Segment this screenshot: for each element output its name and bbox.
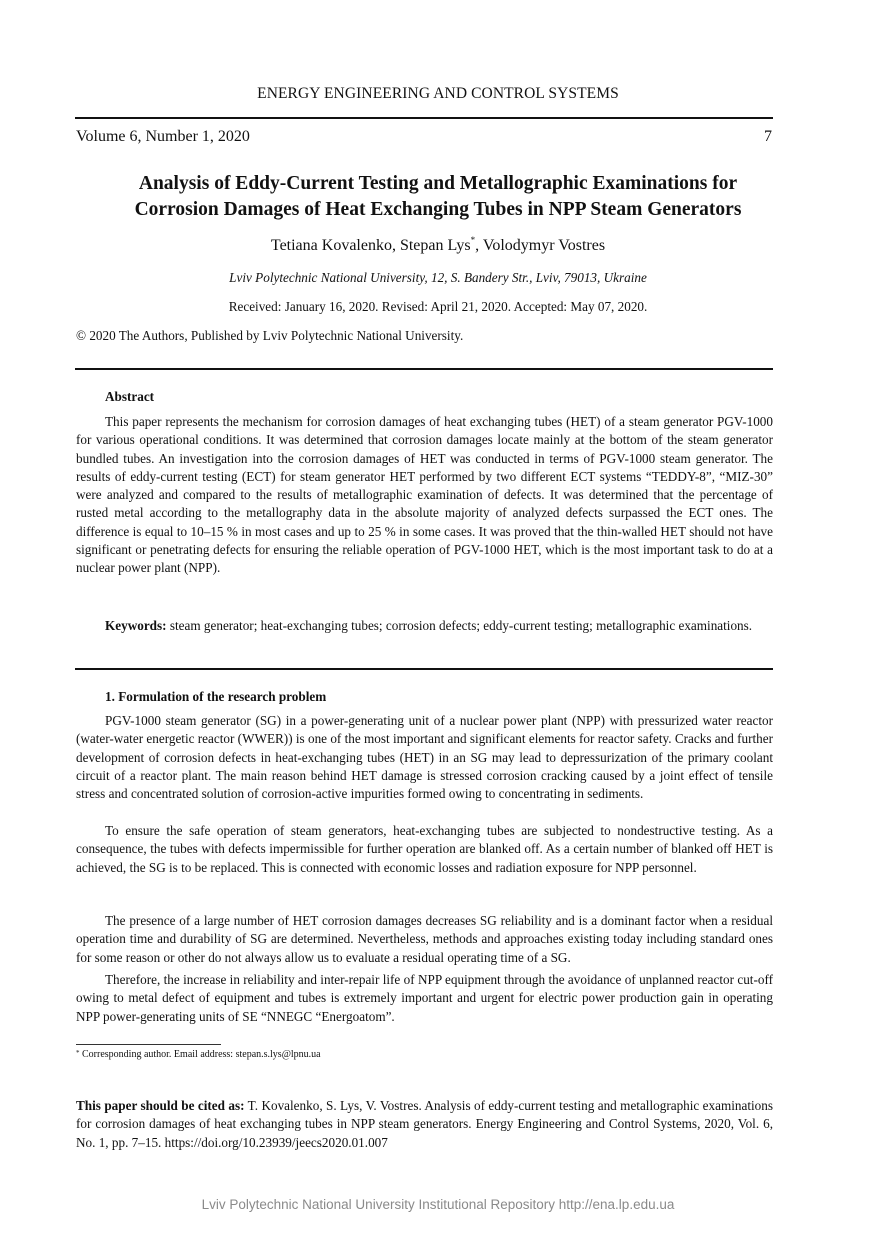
footnote-text: Corresponding author. Email address: stepan.s.lys@lpnu.ua (79, 1049, 321, 1060)
abstract-body: This paper represents the mechanism for corrosion damages of heat exchanging tubes (HET) of a steam generator PGV-1000 for various operational conditions. It was determined that corrosion damages locate mainly at the bottom of the steam generator bundled tubes. An investigation into the corrosion damages of HET was conducted in terms of PGV-1000 steam generator. The results of eddy-current testing (ECT) for steam generator HET performed by two different ECT systems “TEDDY-8”, “MIZ-30” were analyzed and compared to the results of metallographic examination of defects. It was determined that the percentage of rusted metal according to the metallography data in the absolute majority of analyzed defects surpassed the ECT ones. The difference is equal to 10–15 % in most cases and up to 25 % in some cases. It was proved that the thin-walled HET should not have significant or penetrating defects for ensuring the reliable operation of PGV-1000 HET, which is the most important task to do at a nuclear power plant (NPP). (76, 414, 773, 576)
article-title (80, 171, 796, 223)
copyright: © 2020 The Authors, Published by Lviv Polytechnic National University. (76, 328, 464, 343)
citation-text: T. Kovalenko, S. Lys, V. Vostres. Analysis of eddy-current testing and metallographic examinations for corrosion damages of heat exchanging tubes in NPP steam generators. Energy Engineering and Control Systems, 2020, Vol. 6, No. 1, pp. 7–15. https://doi.org/10.23939/jeecs2020.01.007 (76, 1098, 774, 1150)
paragraph (76, 971, 773, 1026)
corresponding-author-mark: * (470, 235, 476, 245)
footnote (76, 1049, 321, 1060)
citation-label: This paper should be cited as: (76, 1098, 245, 1114)
title-line-1: Analysis of Eddy-Current Testing and Metallographic Examinations for (138, 173, 738, 194)
paragraph (76, 912, 773, 967)
paragraph-text: To ensure the safe operation of steam generators, heat-exchanging tubes are subjected to nondestructive testing. As a consequence, the tubes with defects impermissible for further operation are blanked off. As a certain number of blanked off HET is achieved, the SG is to be replaced. This is connected with economic losses and radiation exposure for NPP personnel. (76, 823, 773, 875)
header-rule (75, 117, 773, 119)
abstract-top-rule (75, 368, 773, 370)
abstract-text (76, 413, 773, 578)
affiliation: Lviv Polytechnic National University, 12, S. Bandery Str., Lviv, 79013, Ukraine (229, 270, 647, 285)
paragraph (76, 712, 773, 803)
article-dates: Received: January 16, 2020. Revised: April 21, 2020. Accepted: May 07, 2020. (228, 299, 648, 314)
volume-info: Volume 6, Number 1, 2020 (76, 128, 250, 145)
title-line-2: Corrosion Damages of Heat Exchanging Tubes in NPP Steam Generators (134, 199, 742, 220)
keywords-list: steam generator; heat-exchanging tubes; corrosion defects; eddy-current testing; metallographic examinations. (166, 618, 753, 633)
footnote-rule (76, 1044, 221, 1045)
paragraph (76, 822, 773, 877)
abstract-heading: Abstract (105, 389, 155, 404)
paragraph-text: The presence of a large number of HET corrosion damages decreases SG reliability and is a dominant factor when a residual operation time and durability of SG are determined. Nevertheless, methods and approaches existing today including standard ones for some reason or other do not always allow us to evaluate a residual operating time of a SG. (76, 913, 773, 965)
paragraph-text: PGV-1000 steam generator (SG) in a power-generating unit of a nuclear power plant (NPP) with pressurized water reactor (water-water energetic reactor (WWER)) is one of the most important and significant elements for reactor safety. Cracks and further development of corrosion defects in heat-exchanging tubes (HET) in an SG may lead to depressurization of the primary coolant circuit of a reactor plant. The main reason behind HET damage is stressed corrosion cracking caused by a joint effect of tensile stress and concentrated solution of corrosion-active impurities formed owing to concentrating in sediments. (76, 713, 773, 802)
keywords (76, 617, 773, 635)
authors (0, 237, 876, 255)
paragraph-text: Therefore, the increase in reliability and inter-repair life of NPP equipment through the avoidance of unplanned reactor cut-off owing to metal defect of equipment and tubes is extremely important and urgent for electric power production gain in operating NPP power-generating units of SE “NNEGC “Energoatom”. (76, 972, 773, 1024)
section-heading: 1. Formulation of the research problem (105, 689, 327, 704)
keywords-label: Keywords: (105, 618, 167, 633)
authors-part-2: , Volodymyr Vostres (475, 237, 606, 254)
authors-part-1: Tetiana Kovalenko, Stepan Lys (270, 237, 471, 254)
footnote-mark: * (76, 1049, 80, 1057)
abstract-bottom-rule (75, 668, 773, 670)
journal-name: ENERGY ENGINEERING AND CONTROL SYSTEMS (257, 85, 619, 102)
repository-footer: Lviv Polytechnic National University Institutional Repository http://ena.lp.edu.ua (201, 1197, 675, 1212)
citation (76, 1097, 773, 1152)
page-number: 7 (764, 128, 772, 145)
